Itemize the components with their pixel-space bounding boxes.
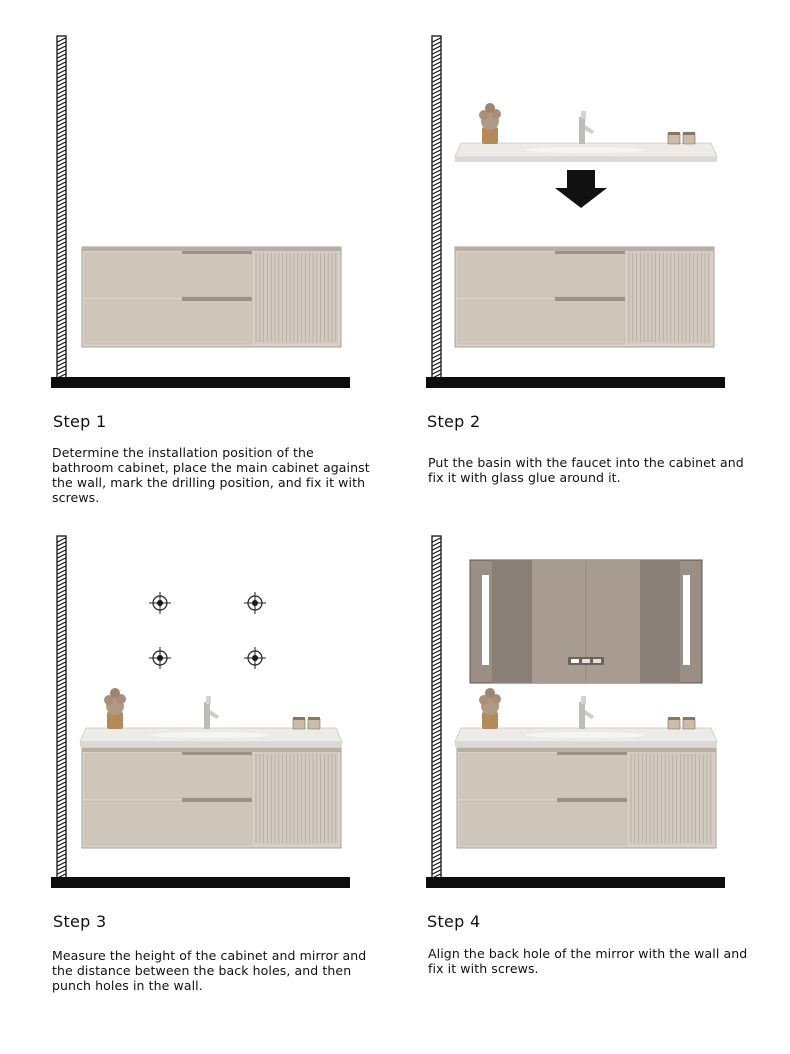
step-description: Put the basin with the faucet into the cabinet and fix it with glass glue around it. bbox=[428, 455, 744, 485]
cabinet bbox=[82, 247, 341, 347]
floor bbox=[51, 377, 350, 388]
step-1-panel bbox=[20, 20, 390, 520]
step-2-illustration bbox=[395, 20, 765, 400]
wall bbox=[432, 36, 441, 378]
step-2-panel bbox=[395, 20, 765, 520]
floor bbox=[426, 377, 725, 388]
floor bbox=[426, 877, 725, 888]
crosshair-icon bbox=[149, 647, 171, 669]
step-3-illustration bbox=[20, 520, 390, 900]
step-title: Step 4 bbox=[427, 912, 481, 931]
basin bbox=[455, 103, 717, 162]
crosshair-icon bbox=[149, 592, 171, 614]
wall bbox=[57, 36, 66, 378]
crosshair-icon bbox=[244, 647, 266, 669]
step-description: Align the back hole of the mirror with the wall and fix it with screws. bbox=[428, 946, 748, 976]
floor bbox=[51, 877, 350, 888]
cabinet bbox=[82, 748, 341, 848]
basin bbox=[455, 688, 717, 747]
step-title: Step 2 bbox=[427, 412, 481, 431]
crosshair-icon bbox=[244, 592, 266, 614]
wall bbox=[432, 536, 441, 878]
step-description: Determine the installation position of the bathroom cabinet, place the main cabinet against the wall, mark the drilling position, and fix it with screws. bbox=[52, 445, 370, 505]
led-mirror bbox=[470, 560, 702, 683]
step-description: Measure the height of the cabinet and mirror and the distance between the back holes, and then punch holes in the wall. bbox=[52, 948, 367, 993]
step-title: Step 3 bbox=[53, 912, 107, 931]
step-4-illustration bbox=[395, 520, 765, 900]
step-title: Step 1 bbox=[53, 412, 107, 431]
wall bbox=[57, 536, 66, 878]
step-4-panel bbox=[395, 520, 765, 1020]
basin bbox=[80, 688, 342, 747]
cabinet bbox=[457, 748, 716, 848]
step-3-panel bbox=[20, 520, 390, 1020]
down-arrow-icon bbox=[555, 170, 607, 208]
step-1-illustration bbox=[20, 20, 390, 400]
cabinet bbox=[455, 247, 714, 347]
